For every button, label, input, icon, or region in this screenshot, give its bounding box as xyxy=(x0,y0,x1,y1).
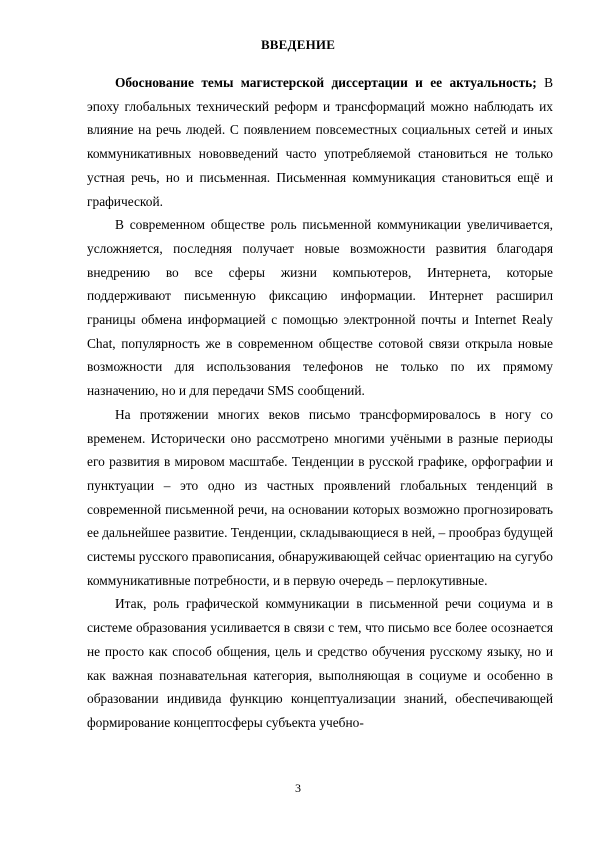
paragraph-1-lead: Обоснование темы магистерской диссертации и ее актуальность; xyxy=(115,75,537,90)
paragraph-1 xyxy=(87,71,553,213)
page-title: ВВЕДЕНИЕ xyxy=(260,37,336,52)
paragraph-3: На протяжении многих веков письмо трансформировалось в ногу со временем. Исторически оно рассмотрено многими учёными в разные периоды его развития в мировом масштабе. Тенденции в русской графике, орфографии и пунктуации – это одно из частных проявлений глобальных тенденций в современной письменной речи, на основании которых возможно прогнозировать ее дальнейшее развитие. Тенденции, складывающиеся в ней, – прообраз будущей системы русского правописания, обнаруживающей сейчас ориентацию на сугубо коммуникативные потребности, и в первую очередь – перлокутивные. xyxy=(87,406,553,588)
paragraph-2: В современном обществе роль письменной коммуникации увеличивается, усложняется, последняя получает новые возможности развития благодаря внедрению во все сферы жизни компьютеров, Интернета, которые поддерживают письменную фиксацию информации. Интернет расширил границы обмена информацией с помощью электронной почты и Internet Realy Chat, популярность же в современном обществе сотовой связи открыла новые возможности для использования телефонов не только по их прямому назначению, но и для передачи SMS сообщений. xyxy=(87,217,553,399)
document-body xyxy=(87,71,553,735)
paragraph-4: Итак, роль графической коммуникации в письменной речи социума и в системе образования усиливается в связи с тем, что письмо все более осознается не просто как способ общения, цель и средство обучения русскому языку, но и как важная познавательная категория, выполняющая в социуме и особенно в образовании индивида функцию концептуализации знаний, обеспечивающей формирование концептосферы субъекта учебно- xyxy=(87,596,553,730)
paragraph-1-text: В эпоху глобальных технический реформ и трансформаций можно наблюдать их влияние на речь людей. С появлением повсеместных социальных сетей и иных коммуникативных нововведений часто употребляемой становиться не только устная речь, но и письменная. Письменная коммуникация становиться ещё и графической. xyxy=(87,75,553,209)
page-number: 3 xyxy=(295,781,301,795)
